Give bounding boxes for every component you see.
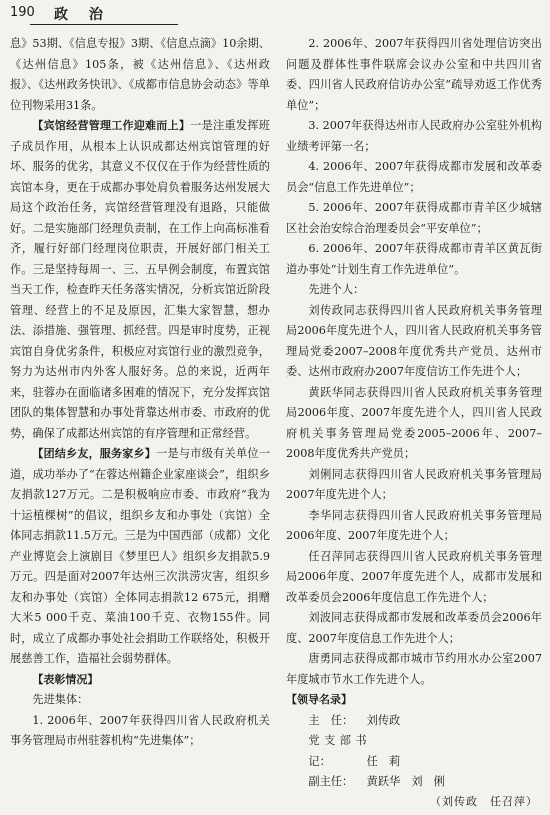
leader-row — [286, 711, 542, 732]
page-number: 190 — [10, 5, 35, 20]
leader-name: 黄跃华 刘 俐 — [366, 775, 445, 788]
individual-award: 刘波同志获得成都市发展和改革委员会2006年度、2007年度信息工作先进个人； — [286, 611, 542, 645]
heading-leaders: 【领导名录】 — [286, 693, 352, 706]
individual-award: 刘俐同志获得四川省人民政府机关事务管理局2007年度先进个人； — [286, 467, 542, 501]
left-column — [10, 34, 270, 752]
individual-award: 李华同志获得四川省人民政府机关事务管理局2006年度、2007年度先进个人； — [286, 508, 542, 542]
individual-award: 黄跃华同志获得四川省人民政府机关事务管理局2006年度、2007年度先进个人，四川省人民政府机关事务管理局党委2005–2006年、2007–2008年度优秀共产党员； — [286, 385, 542, 460]
paragraph-advanced-collective: 先进集体： — [32, 693, 89, 706]
paragraph-hotel-management — [10, 116, 270, 444]
award-item: 5. 2006年、2007年获得成都市青羊区少城辖区社会治安综合治理委员会“平安单位”； — [286, 201, 542, 235]
heading-awards: 【表彰情况】 — [32, 672, 99, 686]
leader-role: 副主任： — [308, 775, 354, 788]
advanced-individuals-label: 先进个人： — [308, 283, 365, 296]
hotel-management-body: 一是注重发挥班子成员作用，从根本上认识成都达州宾馆管理的好坏、服务的优劣，其意义不仅仅在于作为经营性质的宾馆本身，更在于成都办事处肩负着服务达州发展大局这个政治任务，宾馆经营管理没有退路，只能做好。二是实施部门经理负责制，在工作上向高标准看齐，履行好部门经理岗位职责，开展好部门相关工作。三是坚持每周一、三、五早例会制度，布置宾馆当天工作，检查昨天任务落实情况，分析宾馆近阶段管理、经营上的不足及原因，汇集大家智慧，想办法、添措施、强管理、抓经营。四是审时度势，正视宾馆自身优劣条件，积极应对宾馆行业的激烈竞争，努力为达州市内外客人服好务。总的来说，近两年来，驻蓉办在面临诸多困难的情况下，充分发挥宾馆团队的集体智慧和办事处背靠达州市委、市政府的优势，确保了成都达州宾馆的有序管理和正常经营。 — [10, 119, 270, 440]
individual-award: 唐勇同志获得成都市城市节约用水办公室2007年度城市节水工作先进个人。 — [286, 652, 542, 686]
paragraph-awards-heading — [10, 670, 270, 691]
leader-name: 刘传政 — [366, 713, 401, 727]
paragraph-leaders-heading — [286, 690, 542, 711]
individual-award: 刘传政同志获得四川省人民政府机关事务管理局2006年度先进个人，四川省人民政府机关事务管理局党委2007–2008年度优秀共产党员、达州市委、达州市政府办2007年度信访工作先进个人； — [286, 303, 542, 378]
right-column — [286, 34, 542, 793]
award-item: 2. 2006年、2007年获得四川省处理信访突出问题及群体性事件联席会议办公室和中共四川省委、四川省人民政府信访办公室“疏导劝返工作优秀单位”； — [286, 37, 542, 112]
leader-row — [286, 731, 542, 772]
paragraph-info-stats: 息》53期、《信息专报》3期、《信息点滴》10余期、《达州信息》105条，被《达州信息》、《达州政报》、《达州政务快讯》、《成都市信息协会动态》等单位刊物采用31条。 — [10, 37, 270, 112]
award-item: 4. 2006年、2007年获得成都市发展和改革委员会“信息工作先进单位”； — [286, 160, 542, 194]
individual-award: 任召萍同志获得四川省人民政府机关事务管理局2006年度、2007年度先进个人，成都市发展和改革委员会2006年度信息工作先进个人； — [286, 549, 542, 604]
award-item: 6. 2006年、2007年获得成都市青羊区黄瓦街道办事处“计划生育工作先进单位”。 — [286, 242, 542, 276]
award-item: 3. 2007年获得达州市人民政府办公室驻外机构业绩考评第一名； — [286, 119, 542, 153]
paragraph-award-1: 1. 2006年、2007年获得四川省人民政府机关事务管理局市州驻蓉机构“先进集体”； — [10, 713, 270, 747]
author-signature: （刘传政 任召萍） — [430, 795, 538, 808]
page-header — [8, 4, 542, 28]
unite-hometown-body: 一是与市级有关单位一道，成功举办了“在蓉达州籍企业家座谈会”，组织乡友捐款127万元。二是积极响应市委、市政府“我为十运植棵树”的倡议，组织乡友和办事处（宾馆）全体同志捐款11.5万元。三是为中国西部（成都）文化产业博览会上演剧目《梦里巴人》组织乡友捐款5.9万元。四是面对2007年达州三次洪涝灾害，组织乡友和办事处（宾馆）全体同志捐款12 675元，捐赠大米5 000千克、菜油100千克、衣物155件。同时，成立了成都办事处社会捐助工作联络处，积极开展慈善工作，造福社会弱势群体。 — [10, 447, 270, 665]
leader-name: 任 莉 — [366, 754, 401, 768]
leader-role: 党支部书记： — [308, 734, 367, 768]
leader-role: 主 任： — [308, 713, 354, 727]
heading-hotel-management: 【宾馆经营管理工作迎难而上】 — [32, 119, 191, 132]
header-rule — [30, 24, 178, 25]
heading-unite-hometown: 【团结乡友，服务家乡】 — [32, 447, 156, 460]
section-title: 政 治 — [54, 7, 111, 23]
leader-row — [286, 772, 542, 793]
paragraph-unite-hometown — [10, 444, 270, 670]
